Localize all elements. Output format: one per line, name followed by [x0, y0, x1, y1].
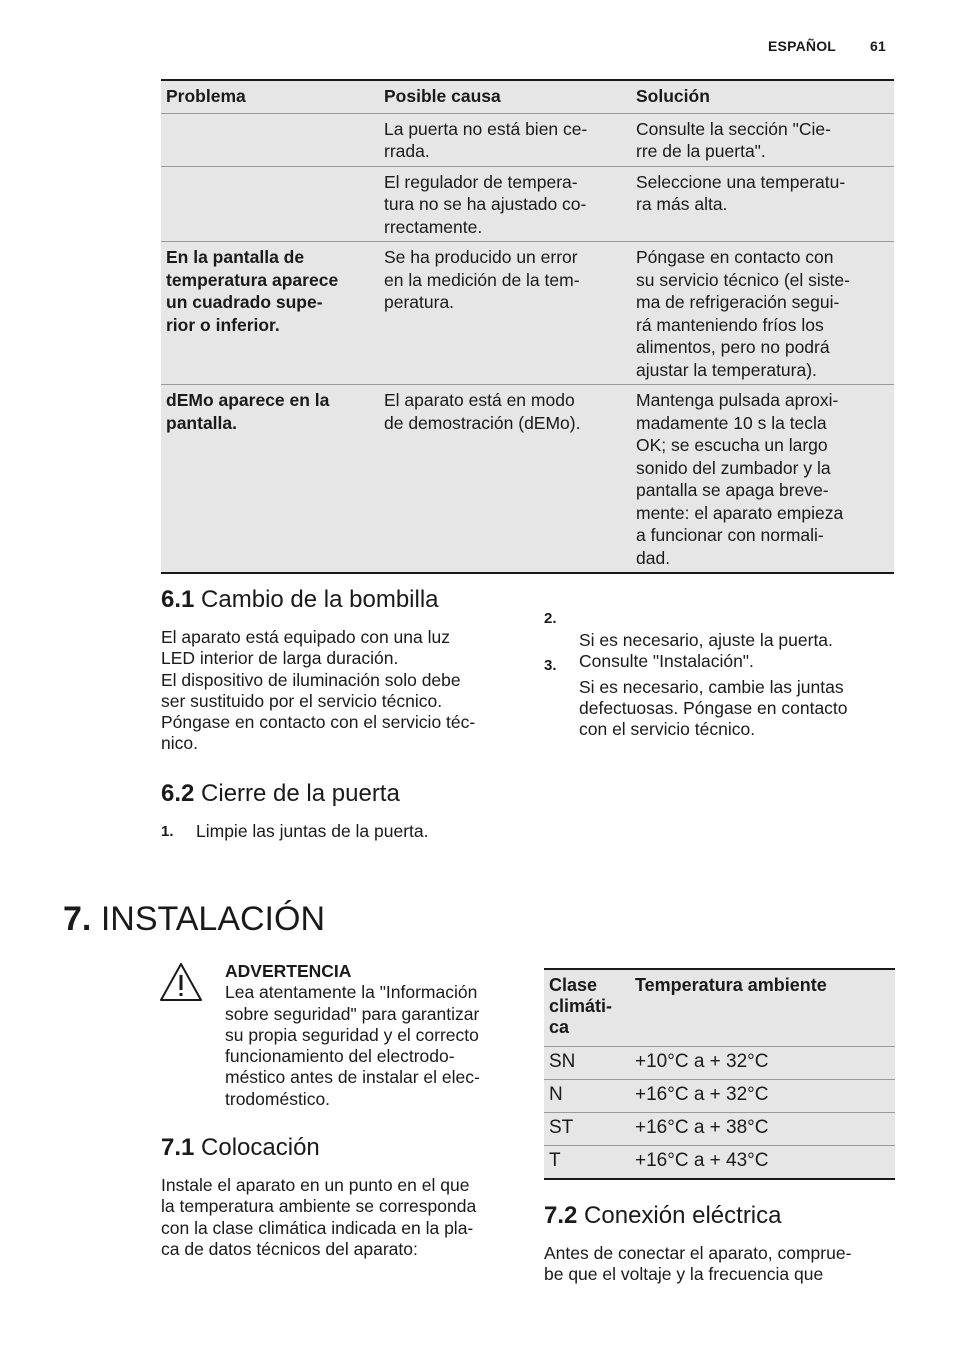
chapter-number: 7.: [63, 900, 92, 938]
table-row: [161, 113, 894, 166]
step-text: Si es necesario, ajuste la puerta. Consulte "Instalación".: [579, 629, 833, 671]
problem-cell: En la pantalla de temperatura aparece un cuadrado supe- rior o inferior.: [161, 242, 379, 385]
chapter-heading: [63, 900, 325, 939]
solution-cell: Consulte la sección "Cie- rre de la puerta".: [631, 113, 894, 166]
column-header-class: Clase climáti- ca: [544, 969, 630, 1047]
section-7-1-heading: [161, 1134, 320, 1162]
section-number: 6.1: [161, 586, 195, 613]
section-6-2-heading: [161, 780, 400, 808]
solution-cell: Seleccione una temperatu- ra más alta.: [631, 166, 894, 242]
section-title: Conexión eléctrica: [584, 1202, 782, 1229]
temperature-cell: +10°C a + 32°C: [630, 1047, 895, 1080]
section-6-1-text: El aparato está equipado con una luz LED interior de larga duración. El dispositivo de iluminación solo debe ser sustituido por el servicio técnico. Póngase en contacto con el servicio téc- nico.: [161, 627, 476, 754]
problem-cell: [161, 166, 379, 242]
section-number: 7.1: [161, 1134, 195, 1161]
cause-cell: El regulador de tempera- tura no se ha ajustado co- rrectamente.: [379, 166, 631, 242]
section-6-1-heading: [161, 586, 439, 614]
table-row: [544, 1113, 895, 1146]
climate-class-table: [544, 968, 895, 1180]
cause-cell: El aparato está en modo de demostración (dEMo).: [379, 385, 631, 574]
list-item: [544, 634, 848, 740]
warning-text: Lea atentamente la "Información sobre seguridad" para garantizar su propia seguridad y el correcto funcionamiento del electrodo- méstico antes de instalar el elec- trodoméstico.: [225, 982, 480, 1109]
column-header-cause: Posible causa: [379, 80, 631, 113]
section-title: Cierre de la puerta: [201, 780, 400, 807]
column-header-solution: Solución: [631, 80, 894, 113]
table-row: [544, 1146, 895, 1180]
class-cell: SN: [544, 1047, 630, 1080]
warning-icon: [159, 962, 203, 1002]
cause-cell: Se ha producido un error en la medición de la tem- peratura.: [379, 242, 631, 385]
class-cell: T: [544, 1146, 630, 1180]
section-number: 6.2: [161, 780, 195, 807]
section-number: 7.2: [544, 1202, 578, 1229]
problem-cell: dEMo aparece en la pantalla.: [161, 385, 379, 574]
table-row: [544, 1080, 895, 1113]
class-cell: N: [544, 1080, 630, 1113]
step-number: 2.: [544, 610, 557, 628]
table-row: [161, 166, 894, 242]
temperature-cell: +16°C a + 43°C: [630, 1146, 895, 1180]
column-header-temperature: Temperatura ambiente: [630, 969, 895, 1047]
section-title: Cambio de la bombilla: [201, 586, 439, 613]
step-number: 1.: [161, 823, 174, 840]
troubleshooting-table: [161, 79, 894, 574]
section-label: ESPAÑOL: [768, 38, 837, 54]
warning-title: ADVERTENCIA: [225, 961, 352, 981]
solution-cell: Póngase en contacto con su servicio técnico (el siste- ma de refrigeración segui- rá manteniendo fríos los alimentos, pero no podrá ajustar la temperatura).: [631, 242, 894, 385]
section-title: Colocación: [201, 1134, 320, 1161]
table-header-row: [161, 80, 894, 113]
page-number: 61: [870, 38, 886, 54]
section-7-2-text: Antes de conectar el aparato, comprue- be que el voltaje y la frecuencia que: [544, 1243, 852, 1285]
temperature-cell: +16°C a + 38°C: [630, 1113, 895, 1146]
section-7-1-text: Instale el aparato en un punto en el que la temperatura ambiente se corresponda con la clase climática indicada en la pla- ca de datos técnicos del aparato:: [161, 1175, 477, 1259]
class-cell: ST: [544, 1113, 630, 1146]
warning-block: [225, 961, 525, 1110]
problem-cell: [161, 113, 379, 166]
cause-cell: La puerta no está bien ce- rrada.: [379, 113, 631, 166]
chapter-title: INSTALACIÓN: [100, 900, 325, 938]
step-number: 3.: [544, 657, 557, 675]
list-item: [161, 821, 429, 842]
section-7-2-heading: [544, 1202, 781, 1230]
table-row: [161, 242, 894, 385]
temperature-cell: +16°C a + 32°C: [630, 1080, 895, 1113]
table-row: [544, 1047, 895, 1080]
step-text: Limpie las juntas de la puerta.: [196, 821, 429, 841]
table-header-row: [544, 969, 895, 1047]
column-header-problem: Problema: [161, 80, 379, 113]
table-row: [161, 385, 894, 574]
solution-cell: Mantenga pulsada aproxi- madamente 10 s la tecla OK; se escucha un largo sonido del zumbador y la pantalla se apaga breve- mente: el aparato empieza a funcionar con normali- dad.: [631, 385, 894, 574]
step-text: Si es necesario, cambie las juntas defectuosas. Póngase en contacto con el servicio técnico.: [579, 676, 848, 740]
